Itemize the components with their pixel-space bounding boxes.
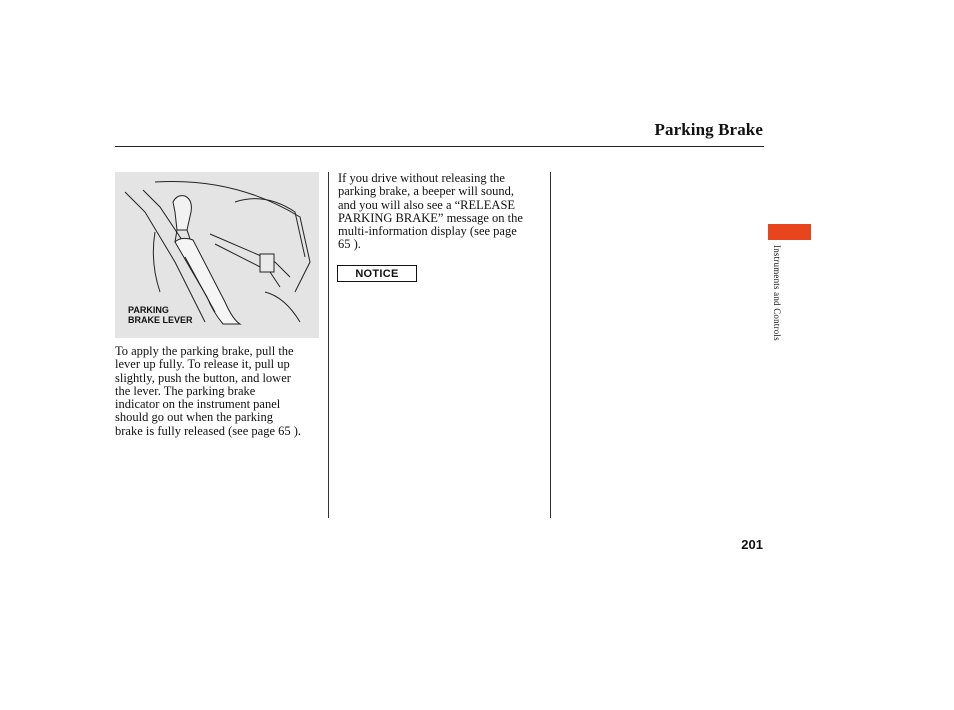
header-rule (115, 146, 764, 147)
page-number: 201 (741, 537, 763, 552)
column-divider (328, 172, 329, 518)
body-text-column-1: To apply the parking brake, pull the lever up fully. To release it, pull up slightly, push the button, and lower the lever. The parking brake indicator on the instrument panel should go out when the parking brake is fully released (see page 65 ). (115, 344, 302, 438)
section-label: Instruments and Controls (772, 245, 782, 341)
column-divider (550, 172, 551, 518)
section-tab-marker (768, 224, 811, 240)
page-title: Parking Brake (654, 120, 763, 139)
body-text-column-2: If you drive without releasing the parking brake, a beeper will sound, and you will also see a “RELEASE PARKING BRAKE” message on the multi-information display (see page 65 ). (338, 171, 523, 252)
illustration-label: PARKING BRAKE LEVER (128, 305, 193, 325)
notice-box: NOTICE (337, 265, 417, 282)
parking-brake-lever-illustration (115, 172, 319, 338)
